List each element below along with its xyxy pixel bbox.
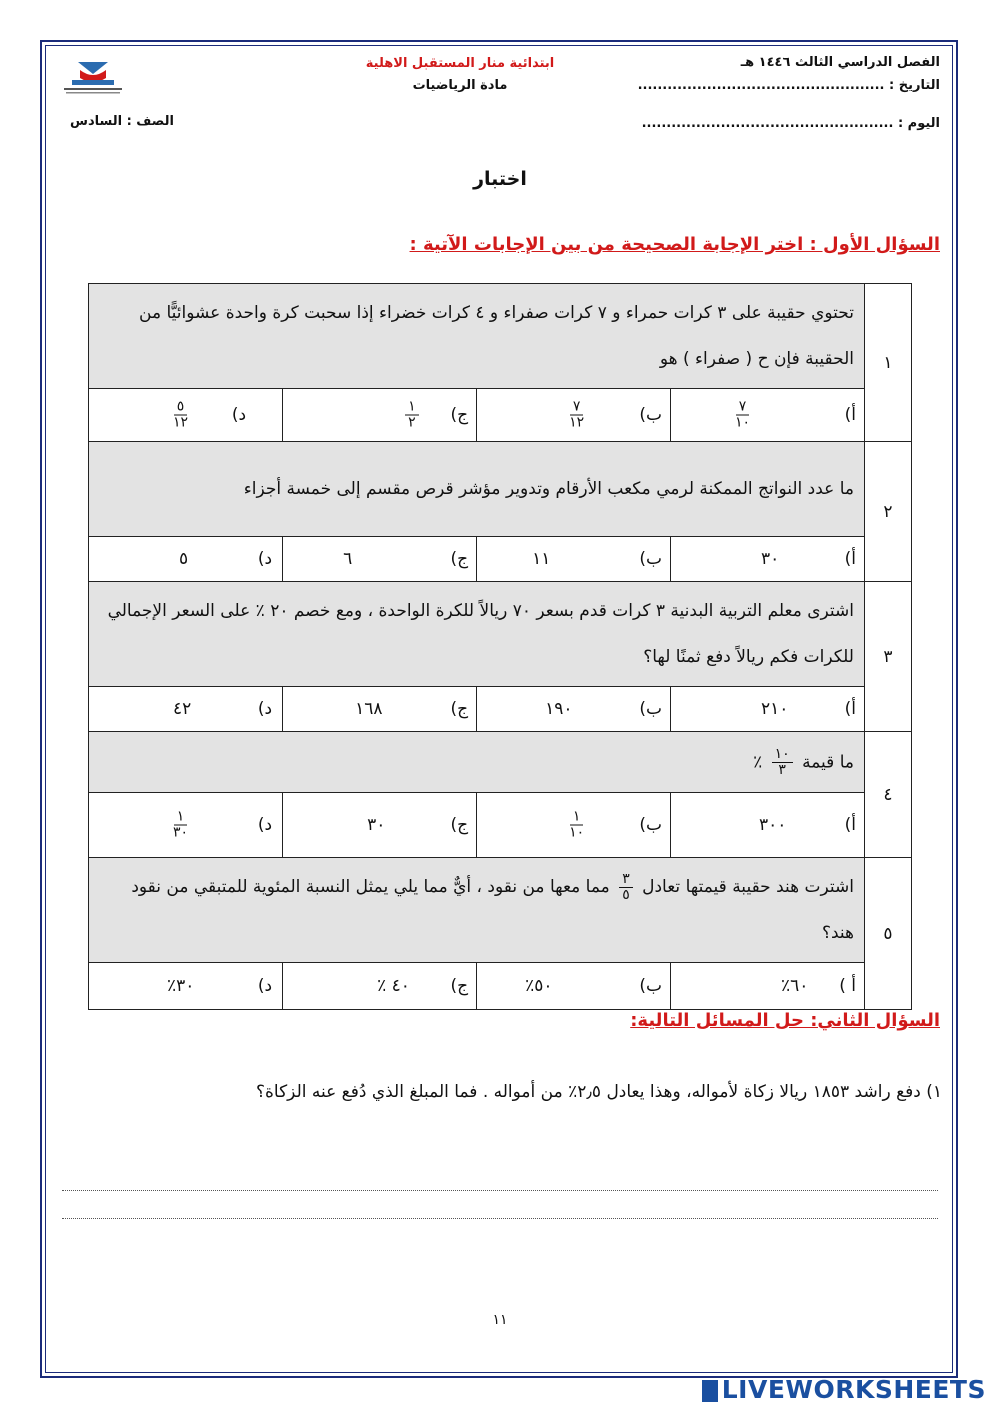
option-value: ١٩٠ [545,699,573,719]
question-number: ٤ [865,732,912,858]
subject-name: مادة الرياضيات [412,78,508,93]
fraction: ٧ ١٢ [569,398,585,431]
option-value: ٥ [179,549,189,569]
option-label: ج) [450,976,469,996]
section2-heading: السؤال الثاني: حل المسائل التالية: [630,1010,940,1031]
option-c[interactable] [283,389,477,442]
option-value: ٣٠ [367,815,386,835]
question-stem: اشترت هند حقيبة قيمتها تعادل $\frac{٣}{٥}$ مما معها من نقود ، أيٌّ مما يلي يمثل النسبة المئوية للمتبقي من نقود هند؟ [89,858,865,963]
question-row [89,442,912,537]
option-d[interactable] [89,389,283,442]
grade-label: الصف : السادس [70,114,174,129]
option-label: ج) [450,549,469,569]
option-label: د) [257,976,273,996]
question-number: ١ [865,284,912,442]
option-a[interactable] [671,963,865,1010]
page-number: ١١ [492,1312,508,1328]
day-field: اليوم : ................................................... [641,116,940,131]
option-value: ١٦٨ [355,699,383,719]
option-value: ٤٠ ٪ [377,976,410,996]
option-label: د) [257,815,273,835]
option-b[interactable] [477,389,671,442]
option-value: ١١ [532,549,551,569]
section1-heading: السؤال الأول : اختر الإجابة الصحيحة من بين الإجابات الآتية : [409,234,940,255]
question-number: ٣ [865,582,912,732]
fraction: ١ ٢ [405,400,419,431]
option-b[interactable] [477,537,671,582]
option-label: أ) [844,815,856,835]
option-label: ج) [450,815,469,835]
school-logo [58,58,128,98]
option-d[interactable] [89,963,283,1010]
option-label: أ ) [839,976,856,996]
option-label: أ) [844,405,856,425]
liveworksheets-logo: LIVEWORKSHEETS [702,1375,986,1404]
option-label: ج) [450,699,469,719]
options-row [89,963,912,1010]
option-c[interactable] [283,537,477,582]
option-d[interactable] [89,793,283,858]
question-row [89,858,912,963]
option-label: ب) [639,699,663,719]
options-row [89,389,912,442]
question-row [89,284,912,389]
fraction: ١ ١٠ [569,808,585,841]
option-c[interactable] [283,793,477,858]
fraction: $\frac{٣}{٥}$ [619,872,633,903]
school-name: ابتدائية منار المستقبل الاهلية [365,56,555,71]
fraction: ٥ ١٢ [173,398,189,431]
option-c[interactable] [283,963,477,1010]
option-label: د) [257,549,273,569]
options-row [89,537,912,582]
option-value: ٤٢ [173,699,192,719]
question-stem: ما عدد النواتج الممكنة لرمي مكعب الأرقام وتدوير مؤشر قرص مقسم إلى خمسة أجزاء [89,442,865,537]
problem-1: ١) دفع راشد ١٨٥٣ ريالا زكاة لأمواله، وهذا يعادل ٢٫٥٪ من أمواله . فما المبلغ الذي دُفع عنه الزكاة؟ [255,1082,942,1102]
answer-line[interactable] [62,1190,938,1191]
options-row [89,687,912,732]
options-row [89,793,912,858]
fraction: ٧ ١٠ [735,398,751,431]
fraction: ١ ٣٠ [173,808,189,841]
option-d[interactable] [89,537,283,582]
option-a[interactable] [671,687,865,732]
option-a[interactable] [671,793,865,858]
question-stem: تحتوي حقيبة على ٣ كرات حمراء و ٧ كرات صفراء و ٤ كرات خضراء إذا سحبت كرة واحدة عشوائيًّا من الحقيبة فإن ح ( صفراء ) هو [89,284,865,389]
option-b[interactable] [477,793,671,858]
question-number: ٢ [865,442,912,582]
question-row [89,582,912,687]
option-label: ب) [639,405,663,425]
question-number: ٥ [865,858,912,1010]
option-label: أ) [844,549,856,569]
option-label: ب) [639,815,663,835]
option-label: ج) [450,405,469,425]
option-value: ٥٠٪ [525,976,553,996]
option-label: أ) [844,699,856,719]
option-b[interactable] [477,687,671,732]
option-label: د) [257,699,273,719]
page-title: اختبار [473,168,527,190]
option-value: ٣٠ [761,549,780,569]
liveworksheets-icon [702,1380,718,1402]
option-label: د) [231,405,247,425]
question-row [89,732,912,793]
option-a[interactable] [671,537,865,582]
option-b[interactable] [477,963,671,1010]
semester-label: الفصل الدراسي الثالث ١٤٤٦ هـ [740,55,940,70]
question-stem: اشترى معلم التربية البدنية ٣ كرات قدم بسعر ٧٠ ريالاً للكرة الواحدة ، ومع خصم ٢٠ ٪ على السعر الإجمالي للكرات فكم ريالاً دفع ثمنًا لها؟ [89,582,865,687]
option-d[interactable] [89,687,283,732]
fraction: $\frac{١٠}{٣}$ [772,747,793,778]
option-label: ب) [639,976,663,996]
option-a[interactable] [671,389,865,442]
option-c[interactable] [283,687,477,732]
option-value: ٣٠٠ [759,815,787,835]
questions-table [88,283,912,1010]
option-label: ب) [639,549,663,569]
option-value: ٣٠٪ [167,976,195,996]
option-value: ٦ [343,549,353,569]
option-value: ٢١٠ [761,699,789,719]
option-value: ٦٠٪ [781,976,809,996]
date-field: التاريخ : .................................................. [637,78,940,93]
answer-line[interactable] [62,1218,938,1219]
question-stem: ما قيمة $\frac{١٠}{٣}$ ٪ [89,732,865,793]
